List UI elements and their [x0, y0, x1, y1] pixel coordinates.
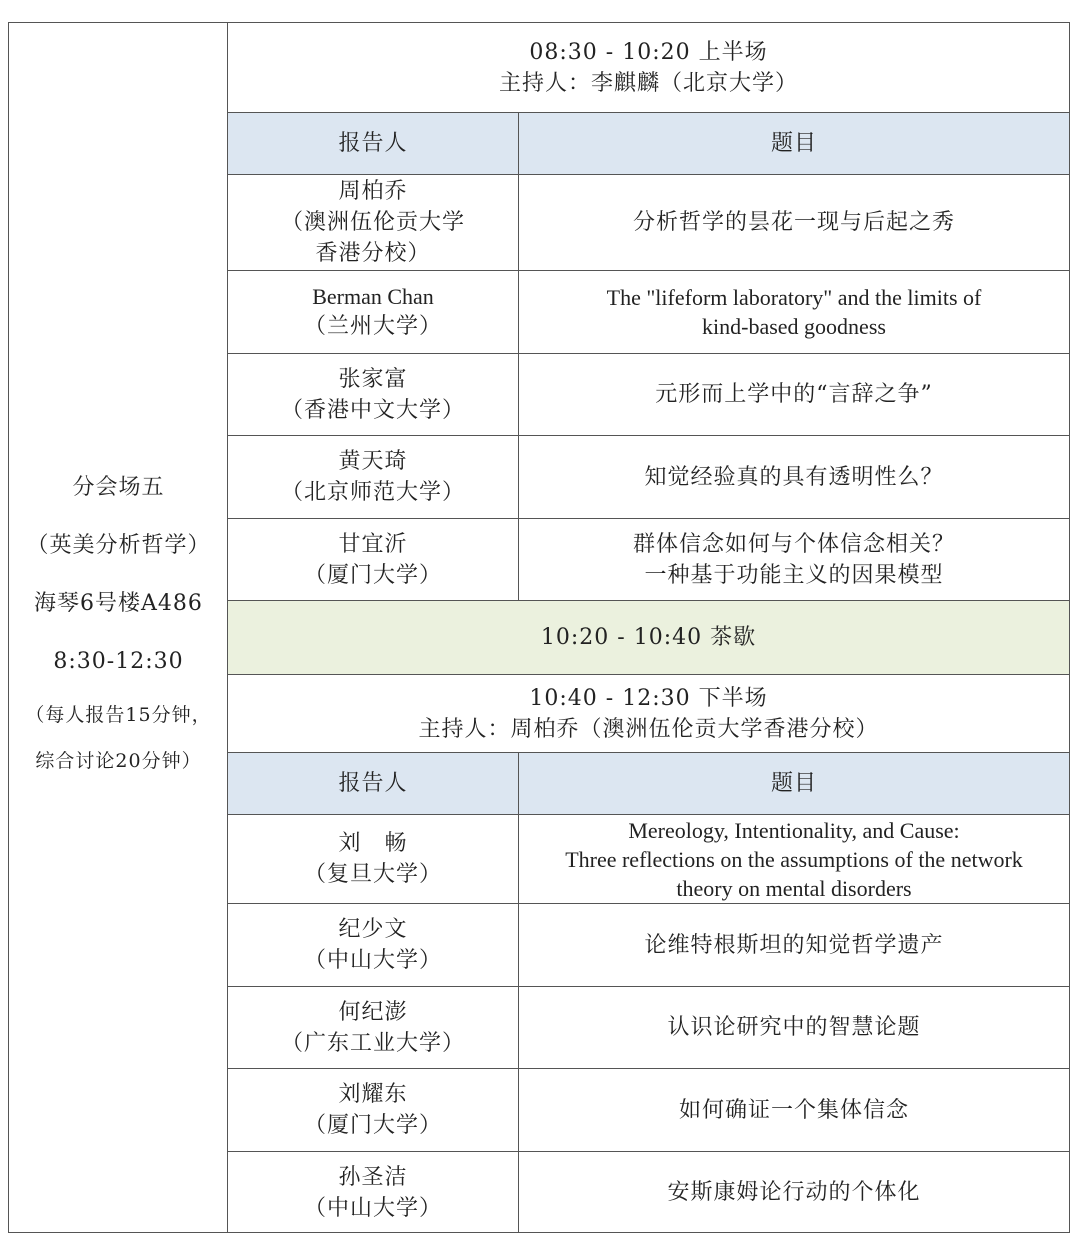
topic-text: Three reflections on the assumptions of the network	[565, 846, 1023, 872]
topic-text: 知觉经验真的具有透明性么？	[644, 464, 944, 490]
topic-text: The "lifeform laboratory" and the limits of	[606, 285, 982, 310]
schedule-table	[8, 22, 1070, 1233]
topic-cell	[519, 436, 1069, 518]
table-row	[228, 904, 1069, 987]
speaker-affiliation: （北京师范大学）	[280, 480, 465, 505]
topic-text: Mereology, Intentionality, and Cause:	[628, 817, 960, 843]
venue-title: 分会场五	[72, 475, 165, 500]
speaker-cell	[228, 1152, 519, 1233]
speaker-affiliation: （中山大学）	[303, 1195, 442, 1221]
session1-time: 08:30 - 10:20 上半场	[529, 39, 768, 65]
speaker-affiliation: （香港中文大学）	[280, 397, 465, 423]
venue-note-line2: 综合讨论20分钟）	[35, 750, 202, 772]
speaker-name: Berman Chan	[312, 284, 434, 309]
speaker-name: 甘宜沂	[338, 531, 408, 557]
table-row	[228, 1152, 1069, 1233]
speaker-name: 张家富	[338, 366, 408, 392]
topic-text: kind-based goodness	[702, 314, 886, 339]
schedule-main	[228, 23, 1069, 1232]
topic-text: 安斯康姆论行动的个体化	[667, 1180, 921, 1205]
topic-text: 认识论研究中的智慧论题	[667, 1015, 921, 1040]
speaker-header: 报告人	[228, 113, 519, 174]
speaker-affiliation: （兰州大学）	[303, 314, 442, 339]
speaker-affiliation: （广东工业大学）	[280, 1030, 465, 1056]
table-row	[228, 271, 1069, 354]
topic-cell	[519, 1152, 1069, 1233]
topic-cell	[519, 519, 1069, 600]
topic-cell	[519, 815, 1069, 903]
table-row	[228, 1069, 1069, 1152]
topic-text: 分析哲学的昙花一现与后起之秀	[632, 210, 955, 235]
speaker-affiliation: 香港分校）	[315, 241, 431, 266]
speaker-name: 周柏乔	[338, 179, 408, 204]
speaker-cell	[228, 271, 519, 353]
topic-header: 题目	[770, 131, 817, 156]
speaker-cell	[228, 1069, 519, 1151]
topic-text: 如何确证一个集体信念	[678, 1097, 909, 1123]
session2-header	[228, 675, 1069, 753]
speaker-affiliation: （厦门大学）	[303, 1113, 442, 1138]
speaker-name: 刘 畅	[338, 831, 408, 856]
break-text: 10:20 - 10:40 茶歇	[540, 625, 757, 650]
table-row	[228, 354, 1069, 436]
table-row	[228, 175, 1069, 271]
table-row	[228, 815, 1069, 904]
topic-header: 题目	[770, 771, 817, 796]
speaker-cell	[228, 815, 519, 903]
topic-text: 元形而上学中的“言辞之争”	[655, 382, 933, 407]
speaker-name: 纪少文	[338, 917, 408, 942]
venue-subtitle: （英美分析哲学）	[26, 533, 211, 558]
speaker-cell	[228, 175, 519, 270]
session1-header	[228, 23, 1069, 113]
table-row	[228, 987, 1069, 1069]
topic-cell	[519, 1069, 1069, 1151]
speaker-name: 黄天琦	[338, 449, 408, 474]
session2-time: 10:40 - 12:30 下半场	[529, 685, 768, 711]
speaker-name: 孙圣洁	[338, 1164, 408, 1190]
venue-note-line1: （每人报告15分钟，	[25, 704, 212, 726]
topic-cell	[519, 904, 1069, 986]
topic-cell	[519, 271, 1069, 353]
speaker-affiliation: （复旦大学）	[303, 862, 442, 887]
session2-host: 主持人：周柏乔（澳洲伍伦贡大学香港分校）	[418, 716, 879, 742]
speaker-affiliation: （中山大学）	[303, 948, 442, 973]
topic-cell	[519, 175, 1069, 270]
topic-text: 一种基于功能主义的因果模型	[644, 562, 944, 588]
topic-text: 论维特根斯坦的知觉哲学遗产	[644, 932, 944, 958]
table-row	[228, 519, 1069, 601]
topic-text: theory on mental disorders	[676, 875, 912, 901]
table-row	[228, 436, 1069, 519]
speaker-cell	[228, 436, 519, 518]
speaker-cell	[228, 354, 519, 435]
venue-column	[9, 23, 228, 1232]
speaker-cell	[228, 519, 519, 600]
session1-host: 主持人：李麒麟（北京大学）	[498, 70, 798, 96]
speaker-name: 何纪澎	[338, 999, 408, 1025]
speaker-header: 报告人	[228, 753, 519, 814]
speaker-affiliation: （澳洲伍伦贡大学	[280, 210, 465, 235]
topic-cell	[519, 354, 1069, 435]
venue-location: 海琴6号楼A486	[34, 591, 203, 616]
speaker-affiliation: （厦门大学）	[303, 562, 442, 588]
topic-cell	[519, 987, 1069, 1068]
venue-time: 8:30-12:30	[53, 649, 184, 674]
speaker-name: 刘耀东	[338, 1082, 408, 1107]
break-row	[228, 601, 1069, 675]
speaker-cell	[228, 904, 519, 986]
column-header-row	[228, 753, 1069, 815]
speaker-cell	[228, 987, 519, 1068]
topic-text: 群体信念如何与个体信念相关？	[632, 531, 955, 557]
column-header-row	[228, 113, 1069, 175]
